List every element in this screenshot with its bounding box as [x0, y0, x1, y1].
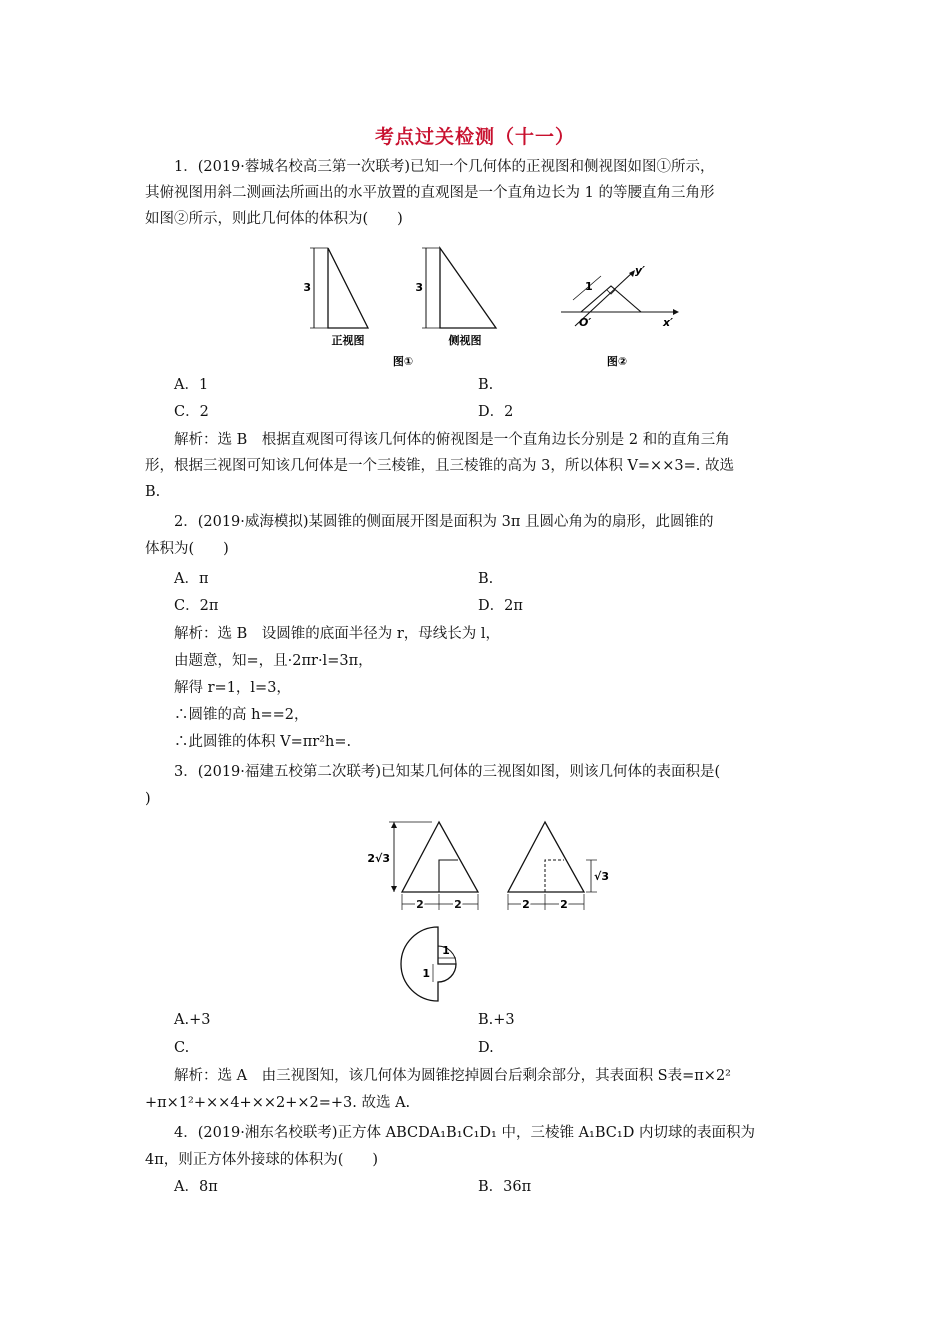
- q2-option-d[interactable]: D．2π: [478, 598, 523, 614]
- q3-side-width-left: 2: [522, 898, 530, 911]
- q1-line-3: 如图②所示，则此几何体的体积为( ): [145, 211, 403, 227]
- q1-line-2: 其俯视图用斜二测画法所画出的水平放置的直观图是一个直角边长为 1 的等腰直角三角形: [145, 185, 715, 201]
- q2-line-2: 体积为( ): [145, 541, 229, 557]
- q3-top-radius-2: 1: [422, 967, 430, 980]
- q1-option-d[interactable]: D．2: [478, 404, 514, 420]
- q3-front-triangle: [402, 822, 478, 892]
- q1-solution-1: 解析：选 B 根据直观图可得该几何体的俯视图是一个直角边长分别是 2 和的直角三角: [174, 432, 730, 448]
- q3-side-triangle: [508, 822, 584, 892]
- q3-option-a[interactable]: A.+3: [174, 1012, 211, 1028]
- q1-origin-label: O′: [579, 316, 592, 329]
- q1-front-view-label: 正视图: [331, 334, 365, 347]
- q3-solution-1: 解析：选 A 由三视图知，该几何体为圆锥挖掉圆台后剩余部分，其表面积 S表=π×2²: [174, 1068, 731, 1084]
- q1-option-c[interactable]: C．2: [174, 404, 209, 420]
- q2-solution-1: 解析：选 B 设圆锥的底面半径为 r，母线长为 l，: [174, 626, 501, 642]
- q1-option-b[interactable]: B.: [478, 377, 494, 393]
- q2-solution-2: 由题意，知=，且·2πr·l=3π，: [174, 653, 373, 669]
- q3-side-view: [500, 816, 610, 916]
- q1-figure-views: [300, 240, 510, 370]
- q3-top-view: [396, 922, 486, 1008]
- q3-side-height-label: √3: [594, 870, 609, 883]
- q1-figure-oblique: [555, 262, 695, 370]
- q3-option-d[interactable]: D.: [478, 1040, 494, 1056]
- q4-option-a[interactable]: A．8π: [174, 1179, 218, 1195]
- q4-line-1: 4．(2019·湘东名校联考)正方体 ABCDA₁B₁C₁D₁ 中，三棱锥 A₁BC₁D 内切球的表面积为: [174, 1125, 755, 1141]
- q3-option-c[interactable]: C.: [174, 1040, 190, 1056]
- q1-front-view-shape: [328, 248, 368, 328]
- q1-option-a[interactable]: A．1: [174, 377, 209, 393]
- q2-option-c[interactable]: C．2π: [174, 598, 219, 614]
- q2-solution-3: 解得 r=1，l=3，: [174, 680, 291, 696]
- q1-side-view-shape: [440, 248, 496, 328]
- q1-side-view-label: 侧视图: [448, 334, 482, 347]
- q3-front-width-right: 2: [454, 898, 462, 911]
- q3-front-height-label: 2√3: [367, 852, 390, 865]
- q2-option-a[interactable]: A．π: [174, 571, 209, 587]
- q4-option-b[interactable]: B．36π: [478, 1179, 532, 1195]
- q3-top-outline: [401, 927, 456, 1001]
- q3-line-1: 3．(2019·福建五校第二次联考)已知某几何体的三视图如图，则该几何体的表面积是(: [174, 764, 721, 780]
- q1-line-1: 1．(2019·蓉城名校高三第一次联考)已知一个几何体的正视图和侧视图如图①所示，: [174, 159, 715, 175]
- q3-front-width-left: 2: [416, 898, 424, 911]
- q1-fig1-caption: 图①: [392, 355, 414, 368]
- q3-side-width-right: 2: [560, 898, 568, 911]
- q3-line-2: ): [145, 791, 151, 807]
- page-title: 考点过关检测（十一）: [374, 126, 575, 148]
- q2-line-1: 2．(2019·威海模拟)某圆锥的侧面展开图是面积为 3π 且圆心角为的扇形，此圆锥的: [174, 514, 714, 530]
- q3-option-b[interactable]: B.+3: [478, 1012, 515, 1028]
- q2-option-b[interactable]: B.: [478, 571, 494, 587]
- q1-front-height-label: 3: [303, 281, 311, 294]
- q1-y-label: y′: [635, 264, 646, 277]
- q1-solution-2: 形，根据三视图可知该几何体是一个三棱锥，且三棱锥的高为 3，所以体积 V=××3=. 故选: [145, 458, 734, 474]
- q1-edge-label: 1: [585, 280, 593, 293]
- q3-top-radius-1: 1: [442, 944, 450, 957]
- q1-x-label: x′: [663, 316, 673, 329]
- q3-solution-2: +π×1²+××4+××2+×2=+3. 故选 A.: [145, 1095, 411, 1111]
- q1-solution-3: B.: [145, 484, 161, 500]
- q3-front-view: [367, 816, 492, 916]
- q4-line-2: 4π，则正方体外接球的体积为( ): [145, 1152, 379, 1168]
- q1-side-height-label: 3: [415, 281, 423, 294]
- q2-solution-4: ∴圆锥的高 h==2，: [174, 707, 309, 723]
- q2-solution-5: ∴此圆锥的体积 V=πr²h=.: [174, 734, 352, 750]
- q1-fig2-caption: 图②: [606, 355, 628, 368]
